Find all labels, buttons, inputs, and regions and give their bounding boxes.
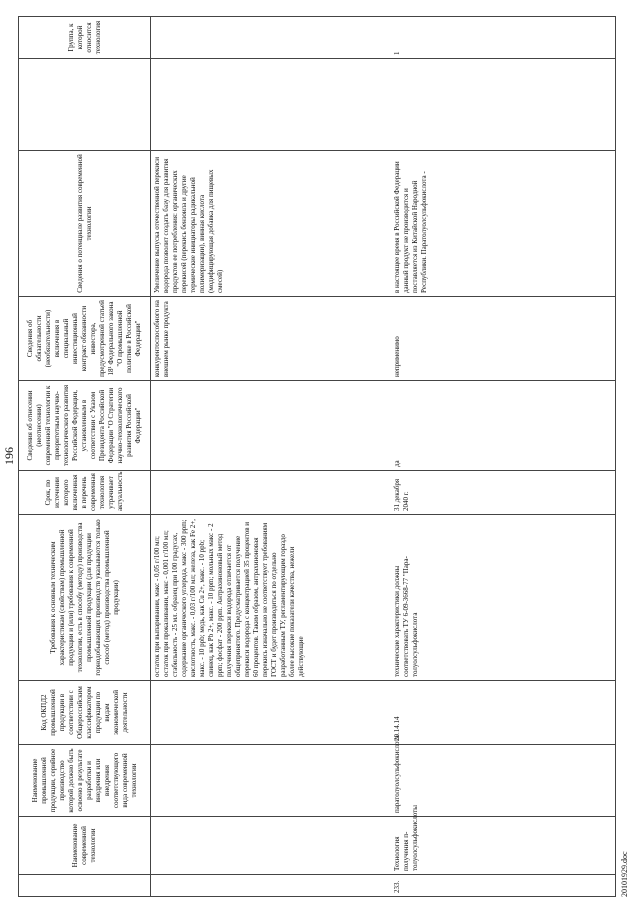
cell-obligation: неприменимо: [391, 297, 616, 381]
cell-potential: в настоящее время в Российской Федерации данный продукт не производится и поставляется из Китайской Народной Республики. Паратолуолсульфокислота -: [391, 151, 616, 297]
page-number: 196: [2, 447, 16, 465]
cell-deadline: 31 декабря 2040 г.: [391, 471, 616, 515]
cell-empty: [151, 681, 391, 745]
technology-table: [18, 16, 616, 897]
header-product-name: Наименование промышленной продукции, серийное производство которой должно быть освоено в результате разработки и внедрения или внедрения соответствующего вида современной технологии: [19, 745, 151, 817]
header-empty: [19, 59, 151, 151]
document-filename: 20101929.doc: [620, 851, 629, 897]
cell-product-name: паратолуолсульфокислота: [391, 745, 616, 817]
header-potential: Сведения о потенциале развития современной технологии: [19, 151, 151, 297]
cell-empty: [151, 817, 391, 875]
cell-obligation: конкурентоспособного на внешнем рынке продукта: [151, 297, 391, 381]
table-row-233: [391, 17, 616, 897]
header-group: Группа, к которой относится технология: [19, 17, 151, 59]
header-obligation: Сведения об обязательности (необязательности) включения в специальный инвестиционный контракт обязанности инвестора, предусмотренной статьей 18¹ Федерального закона "О промышленной политике в Российской Федерации": [19, 297, 151, 381]
cell-empty: [151, 875, 391, 897]
header-technology-name: Наименование современной технологии: [19, 817, 151, 875]
cell-empty: [151, 745, 391, 817]
header-deadline: Срок, по истечении которого включенная в перечень современная технология утрачивает актуальность: [19, 471, 151, 515]
table-header-row: [19, 17, 151, 897]
cell-requirements: технические характеристики должны соответствовать ТУ 6-09-3668-77 "Пара-толуолсульфокислота: [391, 515, 616, 681]
cell-potential: Увеличение выпуска отечественной перекиси водорода позволит создать базу для развития продуктов ее потребления: органических перекисей (перекись бензоила и другие термические инициаторы радикальной полимеризации), винная кислота (модифицирующая добавка для пищевых смесей): [151, 151, 391, 297]
cell-empty: [391, 59, 616, 151]
cell-priority: да: [391, 381, 616, 471]
cell-empty: [151, 381, 391, 471]
header-requirements: Требования к основным техническим характеристикам (свойствам) промышленной продукции и (или) требования к современной технологии, есть в способу (методу) производства промышленной продукции (для продукции горнодобывающих производств указываются только способ (метод) производства промышленной продукции): [19, 515, 151, 681]
cell-requirements: остаток при выпаривании, макс - 0,05 г/100 мл; остаток при прокаливании, макс - 0,001 г/100 мл; стабильность - 25 мл. образец при 100 градусах, содержание органического углерода, макс - 300 ppm; кислотность, макс. - 0,03 г/100 мл; железа, как Fe 2+, макс. - 10 ppb; медь, как Cu 2+, макс. - 10 ppb; свинец, как Pb 2+, макс. - 10 ppm; мольных макс - 2 ppm; фосфат - 200 ppm. Антрахиноновый метод получения перекиси водорода отличается от общепринятого. Предусматривается получение перекиси водорода с концентрацией 35 процентов и 60 процентов. Таким образом, антрахиноновая перекись изначально не соответствует требованиям ГОСТ и будет производиться по отдельно разработанным ТУ, регламентирующим гораздо более высокие показатели качества, нежели действующие: [151, 515, 391, 681]
cell-num: 233.: [391, 875, 616, 897]
cell-empty: [151, 17, 391, 59]
header-num: [19, 875, 151, 897]
header-okpd-code: Код ОКПД2 промышленной продукции в соответствии с Общероссийским классификатором продукции по видам экономической деятельности: [19, 681, 151, 745]
cell-okpd-code: 20.14.14: [391, 681, 616, 745]
table-row: [151, 17, 391, 897]
header-priority: Сведения об отнесении (неотнесении) современной технологии к приоритетным научно-технологического развития Российской Федерации, установленным в соответствии с Указом Президента Российской Федерации "О Стратегии научно-технологического развития Российской Федерации": [19, 381, 151, 471]
cell-empty: [151, 471, 391, 515]
cell-technology-name: Технология получения п-толуолсульфокислоты: [391, 817, 616, 875]
cell-group: 1: [391, 17, 616, 59]
cell-empty: [151, 59, 391, 151]
